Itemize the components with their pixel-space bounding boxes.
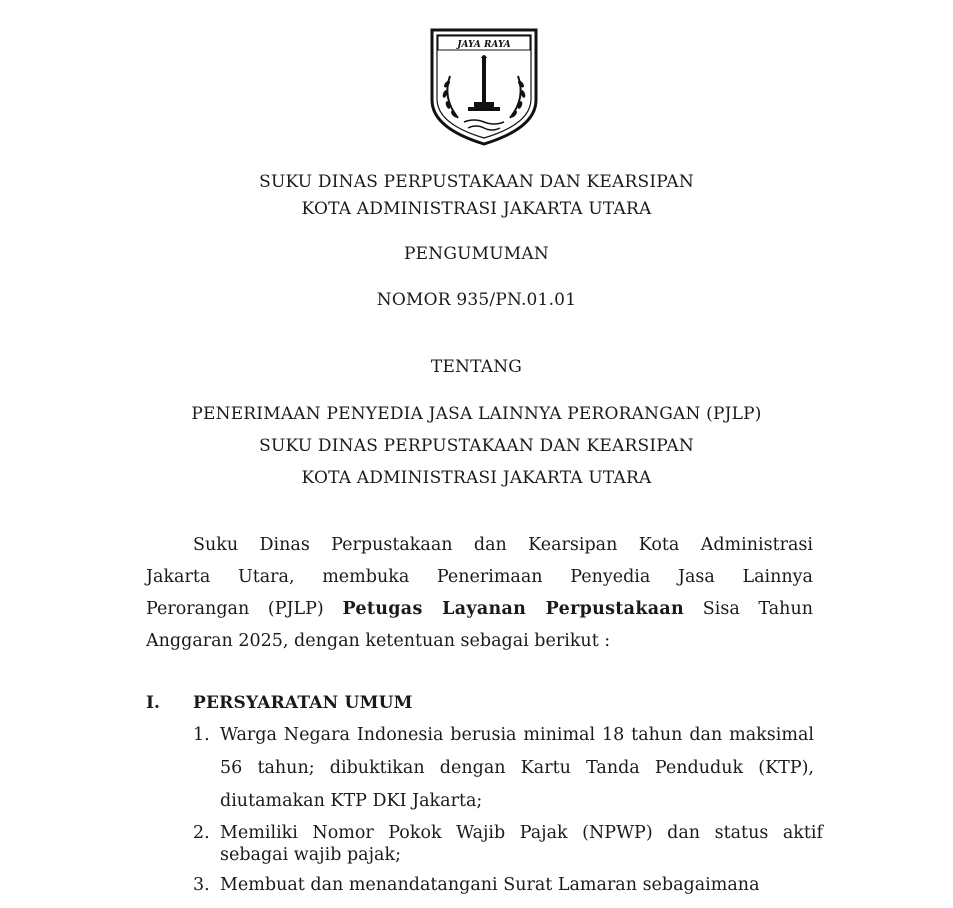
intro-paragraph xyxy=(146,529,813,657)
office-name-line2: KOTA ADMINISTRASI JAKARTA UTARA xyxy=(301,199,652,219)
intro-row: Jakarta Utara, membuka Penerimaan Penyedia Jasa Lainnya xyxy=(146,567,813,587)
section-title: PERSYARATAN UMUM xyxy=(193,693,413,713)
position-title: Petugas Layanan Perpustakaan xyxy=(342,599,685,619)
list-item-number: 1. xyxy=(193,725,210,745)
intro-text: Perorangan (PJLP) xyxy=(146,599,324,619)
intro-text: Sisa Tahun xyxy=(702,599,813,619)
list-item-row: sebagai wajib pajak; xyxy=(220,845,401,865)
logo-text: JAYA RAYA xyxy=(457,40,511,50)
section-number: I. xyxy=(146,693,160,713)
jakarta-emblem-logo xyxy=(428,28,540,146)
intro-row xyxy=(146,593,813,625)
document-type: PENGUMUMAN xyxy=(404,244,549,264)
subject-line2: SUKU DINAS PERPUSTAKAAN DAN KEARSIPAN xyxy=(259,436,694,456)
intro-row: Suku Dinas Perpustakaan dan Kearsipan Kota Administrasi xyxy=(193,535,813,555)
list-item-row: Memiliki Nomor Pokok Wajib Pajak (NPWP) dan status aktif xyxy=(220,823,823,843)
document-number: NOMOR 935/PN.01.01 xyxy=(376,290,577,310)
about-label: TENTANG xyxy=(430,357,523,377)
list-item-row: 56 tahun; dibuktikan dengan Kartu Tanda Penduduk (KTP), xyxy=(220,758,814,778)
list-item-row: Warga Negara Indonesia berusia minimal 18 tahun dan maksimal xyxy=(220,725,814,745)
list-item-row: diutamakan KTP DKI Jakarta; xyxy=(220,791,483,811)
list-item-number: 3. xyxy=(193,875,210,895)
list-item-number: 2. xyxy=(193,823,210,843)
office-name-line1: SUKU DINAS PERPUSTAKAAN DAN KEARSIPAN xyxy=(259,172,694,192)
subject-line1: PENERIMAAN PENYEDIA JASA LAINNYA PERORANGAN (PJLP) xyxy=(191,404,762,424)
subject-line3: KOTA ADMINISTRASI JAKARTA UTARA xyxy=(301,468,652,488)
intro-row: Anggaran 2025, dengan ketentuan sebagai berikut : xyxy=(146,631,611,651)
list-item-row: Membuat dan menandatangani Surat Lamaran sebagaimana xyxy=(220,875,760,895)
